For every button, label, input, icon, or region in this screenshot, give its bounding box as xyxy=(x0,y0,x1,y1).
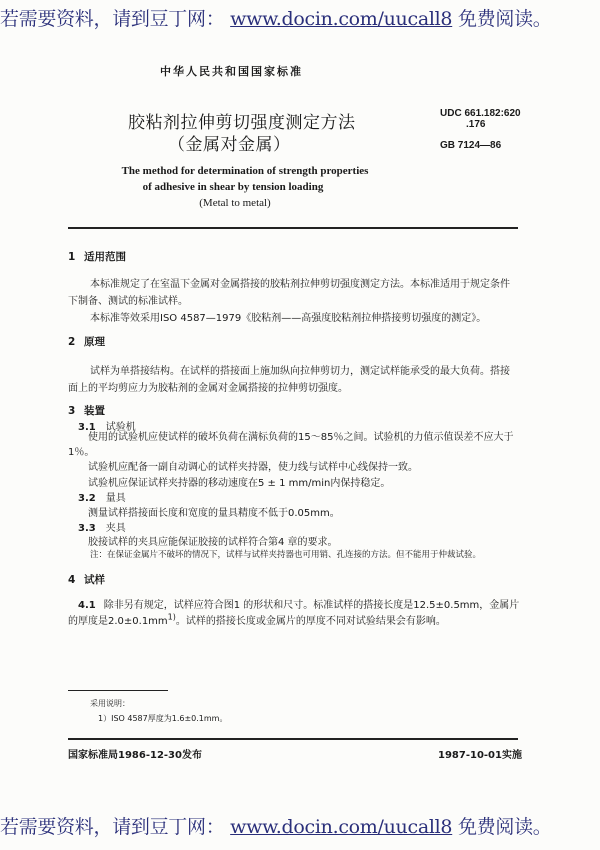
paragraph-line: 胶接试样的夹具应能保证胶接的试样符合第4 章的要求。 xyxy=(88,537,338,548)
udc-code-cont: .176 xyxy=(466,119,486,130)
gb-number: GB 7124—86 xyxy=(440,140,502,151)
subsection-heading: 3.2 量具 xyxy=(78,493,126,504)
watermark-banner-top xyxy=(0,4,600,31)
paragraph-line: 试样为单搭接结构。在试样的搭接面上施加纵向拉伸剪切力，测定试样能承受的最大负荷。搭接 xyxy=(90,366,510,377)
footnote-text: 1）ISO 4587厚度为1.6±0.1mm。 xyxy=(98,714,228,723)
watermark-suffix: 免费阅读。 xyxy=(457,8,552,30)
paragraph-line: 的厚度是$2.0\pm 0.1mm^{1)}$。试样的搭接长度或金属片的厚度不同对试验结果会有影响。 xyxy=(68,612,446,627)
paragraph-line: 面上的平均剪应力为胶粘剂的金属对金属搭接的拉伸剪切强度。 xyxy=(68,383,348,394)
note: 注：在保证金属片不破坏的情况下，试样与试样夹持器也可用销、孔连接的方法。但不能用于仲裁试验。 xyxy=(90,550,482,560)
footnote-label: 采用说明： xyxy=(90,699,130,708)
english-title-line: of adhesive in shear by tension loading xyxy=(142,181,324,193)
paragraph-line: 试验机应保证试样夹持器的移动速度在5 ± 1 mm/min内保持稳定。 xyxy=(88,478,391,489)
udc-code: UDC 661.182:620 xyxy=(440,108,521,119)
watermark-prefix: 若需要资料，请到豆丁网： xyxy=(0,816,225,838)
footnote-rule xyxy=(68,690,168,691)
subsection-heading: 3.1 试验机 xyxy=(78,422,136,433)
watermark-prefix: 若需要资料，请到豆丁网： xyxy=(0,8,225,30)
footnote-ref[interactable]: 1) xyxy=(167,612,176,622)
english-title-line: The method for determination of strength properties xyxy=(121,165,369,177)
document-title: 胶粘剂拉伸剪切强度测定方法 xyxy=(128,113,356,133)
subsection-heading: 3.3 夹具 xyxy=(78,523,126,534)
english-title-line: (Metal to metal) xyxy=(199,197,271,209)
standard-type: 中华人民共和国国家标准 xyxy=(160,65,303,78)
effective-date: 1987-10-01实施 xyxy=(438,750,522,761)
document-subtitle: （金属对金属） xyxy=(168,135,291,155)
paragraph-line: 本标准等效采用ISO 4587—1979《胶粘剂——高强度胶粘剂拉伸搭接剪切强度的测定》。 xyxy=(90,313,487,324)
paragraph-line: 本标准规定了在室温下金属对金属搭接的胶粘剂拉伸剪切强度测定方法。本标准适用于规定条件 xyxy=(90,279,510,290)
section-heading: 4 试样 xyxy=(68,574,105,586)
section-heading: 3 装置 xyxy=(68,405,105,417)
paragraph-line: 4.1 除非另有规定，试样应符合图1 的形状和尺寸。标准试样的搭接长度是12.5±0.5mm，金属片 xyxy=(78,600,520,611)
paragraph-line: 1％。 xyxy=(68,447,95,458)
watermark-link[interactable]: www.docin.com/uucall8 xyxy=(230,816,453,838)
header-rule xyxy=(68,227,518,229)
watermark-suffix: 免费阅读。 xyxy=(457,816,552,838)
footer-rule xyxy=(68,738,518,740)
issue-date: 国家标准局1986-12-30发布 xyxy=(68,750,202,761)
watermark-banner-bottom xyxy=(0,812,600,839)
paragraph-line: 下制备、测试的标准试样。 xyxy=(68,296,188,307)
section-heading: 2 原理 xyxy=(68,336,105,348)
section-heading: 1 适用范围 xyxy=(68,251,126,263)
paragraph-line: 测量试样搭接面长度和宽度的量具精度不低于0.05mm。 xyxy=(88,508,340,519)
paragraph-line: 试验机应配备一副自动调心的试样夹持器，使力线与试样中心线保持一致。 xyxy=(88,462,418,473)
paragraph-line: 使用的试验机应使试样的破坏负荷在满标负荷的15～85％之间。试验机的力值示值误差不应大于 xyxy=(88,432,514,443)
watermark-link[interactable]: www.docin.com/uucall8 xyxy=(230,8,453,30)
